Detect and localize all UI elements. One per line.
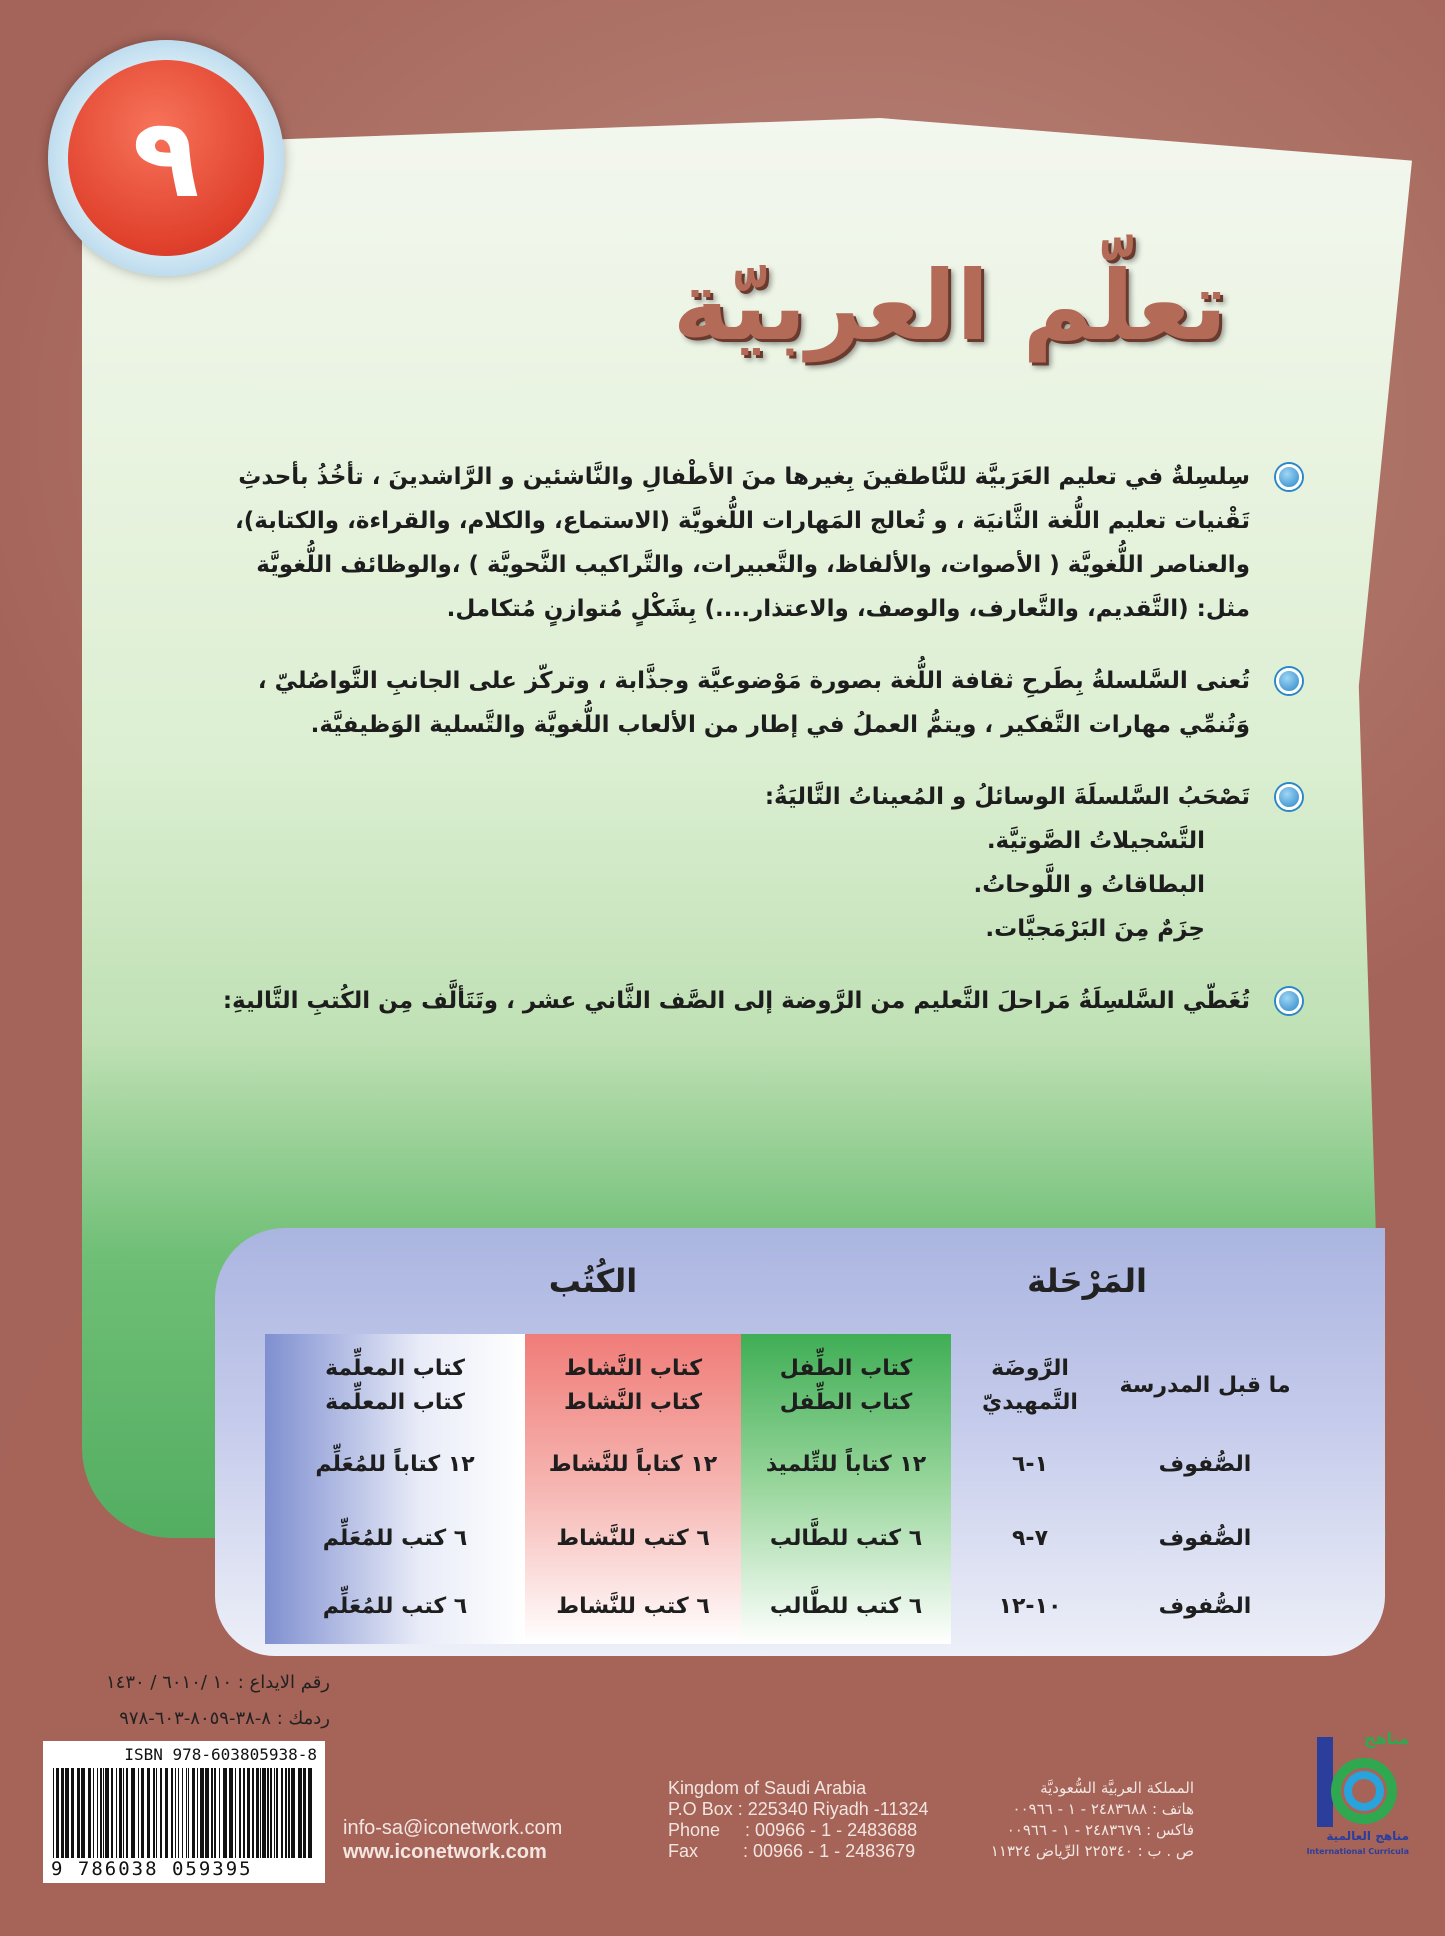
barcode-bar [123,1768,124,1860]
publisher-logo [1306,1729,1409,1859]
barcode-bar [100,1768,102,1860]
bullet-icon [1276,464,1302,490]
barcode-bar [219,1768,220,1860]
table-cell-stage: الصُّفوف [1158,1452,1252,1477]
barcode-bar [270,1768,272,1860]
barcode-bar [239,1768,241,1860]
barcode-bar [175,1768,176,1860]
barcode-bar [77,1768,80,1860]
barcode-bar [71,1768,74,1860]
address-ar-line: المملكة العربيَّة السُّعوديَّة [1040,1779,1194,1797]
barcode-bar [165,1768,168,1860]
barcode-bar [65,1768,69,1860]
barcode-bar [303,1768,306,1860]
address-en-line: Kingdom of Saudi Arabia [668,1778,867,1798]
barcode-bar [298,1768,302,1860]
bullet-paragraph [150,775,1250,951]
address-ar-line: هاتف : ٢٤٨٣٦٨٨ - ١ - ٠٠٩٦٦ [1012,1800,1194,1818]
table-cell-green: ٦ كتب للطَّالب [769,1594,923,1619]
paragraph-line: تُغَطّي السَّلسِلَةُ مَراحلَ التَّعليم من الرَّوضة إلى الصَّف الثَّاني عشر ، وتَتَألَّف مِن الكُتبِ التَّاليةِ: [222,988,1250,1014]
table-cell-blue: ١٢ كتاباً للمُعَلِّم [315,1452,475,1477]
paragraph-line: والعناصر اللُّغويَّة ( الأصوات، والألفاظ، والتَّعبيرات، والتَّراكيب النَّحويَّة ) ،والوظائف اللُّغويَّة [256,552,1250,578]
level-number: ٩ [68,60,264,256]
barcode-bar [200,1768,204,1860]
deposit-number: رقم الايداع : ١٠ /٦٠١٠ / ١٤٣٠ [106,1672,330,1693]
aid-item: التَّسْجيلاتُ الصَّوتيَّة. [986,828,1205,854]
barcode-bar [288,1768,290,1860]
paragraph-line: مثل: (التَّقديم، والتَّعارف، والوصف، والاعتذار....) بِشَكْلٍ مُتوازنٍ مُتكامل. [446,596,1250,622]
table-cell-blue: كتاب المعلِّمة كتاب المعلِّمة [325,1356,465,1415]
barcode-bar [274,1768,275,1860]
table-cell-green: ٦ كتب للطَّالب [769,1526,923,1551]
barcode-bar [105,1768,109,1860]
barcode [43,1741,325,1883]
barcode-bar [171,1768,173,1860]
barcode-bar [97,1768,98,1860]
address-en-line: P.O Box : 225340 Riyadh -11324 [668,1799,929,1819]
aid-item: حِزَمٌ مِنَ البَرْمَجيَّات. [985,916,1205,942]
paragraph-line: تُعنى السَّلسلةُ بِطَرحِ ثقافة اللُّغة بصورة مَوْضوعيَّة وجذَّابة ، وتركّز على الجانبِ التَّواصُليّ ، [257,668,1250,694]
bullet-icon [1276,668,1302,694]
barcode-bar [93,1768,94,1860]
barcode-bar [211,1768,213,1860]
barcode-number: 9 786038 059395 [51,1858,317,1880]
barcode-bar [156,1768,157,1860]
barcode-bar [119,1768,122,1860]
barcode-bar [267,1768,269,1860]
barcode-bar [153,1768,155,1860]
barcode-bar [192,1768,195,1860]
table-cell-level: ١-٦ [1011,1452,1049,1477]
table-cell-stage: الصُّفوف [1158,1526,1252,1551]
aid-item: البطاقاتُ و اللَّوحاتُ. [973,872,1205,898]
table-cell-level: ١٠-١٢ [998,1594,1062,1619]
table-cell-red: ١٢ كتاباً للنَّشاط [548,1452,718,1477]
level-badge [48,40,284,276]
barcode-bar [214,1768,216,1860]
bullet-icon [1276,784,1302,810]
table-cell-stage: ما قبل المدرسة [1119,1373,1291,1398]
barcode-bar [235,1768,236,1860]
barcode-bar [308,1768,312,1860]
barcode-bar [103,1768,104,1860]
paragraph-line: وَتُنمِّي مهارات التَّفكير ، ويتمُّ العملُ في إطار من الألعاب اللُّغويَّة والتَّسلية الوَظيفيَّة. [310,712,1250,738]
books-header: الكُتُب [548,1262,638,1300]
table-cell-green: كتاب الطِّفل كتاب الطِّفل [779,1356,913,1415]
barcode-bar [229,1768,233,1860]
barcode-bar [188,1768,189,1860]
barcode-bar [81,1768,85,1860]
barcode-bar [147,1768,150,1860]
barcode-bar [281,1768,283,1860]
barcode-bar [111,1768,113,1860]
barcode-bar [131,1768,135,1860]
logo-caption: International Curricula [1306,1847,1409,1856]
barcode-bar [126,1768,128,1860]
barcode-bar [178,1768,179,1860]
barcode-bar [197,1768,198,1860]
address-en-line: Phone : 00966 - 1 - 2483688 [668,1820,918,1840]
barcode-bar [53,1768,54,1860]
barcode-bar [116,1768,117,1860]
address-ar-line: فاكس : ٢٤٨٣٦٧٩ - ١ - ٠٠٩٦٦ [1006,1821,1194,1839]
barcode-bar [276,1768,278,1860]
bullet-paragraph [150,979,1250,1023]
barcode-bar [205,1768,209,1860]
table-cell-blue: ٦ كتب للمُعَلِّم [322,1594,468,1619]
barcode-bar [247,1768,250,1860]
paragraph-line: سِلسِلةٌ في تعليم العَرَبيَّة للنَّاطقينَ بِغيرها منَ الأطْفالِ والنَّاشئين و الرَّاشدينَ ، تأخُذُ بأحدثِ [238,464,1250,490]
barcode-bar [186,1768,187,1860]
stage-header: المَرْحَلة [1027,1262,1147,1300]
barcode-bar [223,1768,227,1860]
paragraph-line: تَقْنيات تعليم اللُّغة الثَّانيَة ، و تُعالج المَهارات اللُّغويَّة (الاستماع، والكلام، والقراءة، والكتابة)، [235,508,1250,534]
barcode-bar [285,1768,287,1860]
bullet-paragraph [150,659,1250,747]
barcode-bar [138,1768,139,1860]
book-title: تعلّم العربيّة [672,250,1228,362]
table-cell-level: ٧-٩ [1011,1526,1049,1551]
paragraph-line: تَصْحَبُ السَّلسلَةَ الوسائلُ و المُعيناتُ التَّاليَةُ: [764,784,1250,810]
barcode-bar [262,1768,266,1860]
table-cell-level: الرَّوضَة التَّمهيديّ [982,1356,1078,1415]
barcode-bar [160,1768,162,1860]
barcode-bars [51,1768,317,1860]
barcode-bar [141,1768,144,1860]
barcode-bar [252,1768,254,1860]
barcode-bar [243,1768,245,1860]
email-link[interactable]: info-sa@iconetwork.com [343,1817,563,1839]
table-cell-green: ١٢ كتاباً للتِّلميذ [765,1452,927,1477]
logo-text-top: مناهج [1363,1729,1409,1748]
barcode-bar [61,1768,64,1860]
table-cell-blue: ٦ كتب للمُعَلِّم [322,1526,468,1551]
barcode-bar [260,1768,261,1860]
barcode-bar [182,1768,183,1860]
barcode-bar [56,1768,59,1860]
website-link[interactable]: www.iconetwork.com [343,1841,547,1863]
table-cell-red: كتاب النَّشاط كتاب النَّشاط [563,1356,703,1415]
table-cell-stage: الصُّفوف [1158,1594,1252,1619]
description-paragraphs [150,455,1250,1051]
barcode-bar [256,1768,259,1860]
bullet-icon [1276,988,1302,1014]
address-en-line: Fax : 00966 - 1 - 2483679 [668,1841,916,1861]
isbn-label: ISBN 978-603805938-8 [124,1745,317,1764]
logo-text-bottom: مناهج العالمية [1326,1829,1409,1843]
barcode-bar [291,1768,295,1860]
table-cell-red: ٦ كتب للنَّشاط [556,1526,710,1551]
table-cell-red: ٦ كتب للنَّشاط [556,1594,710,1619]
barcode-bar [88,1768,91,1860]
isbn-arabic: ردمك : ٨-٣٨-٨٠٥٩-٦٠٣-٩٧٨ [119,1708,330,1729]
bullet-paragraph [150,455,1250,631]
address-ar-line: ص . ب : ٢٢٥٣٤٠ الرِّياض ١١٣٢٤ [990,1842,1194,1860]
